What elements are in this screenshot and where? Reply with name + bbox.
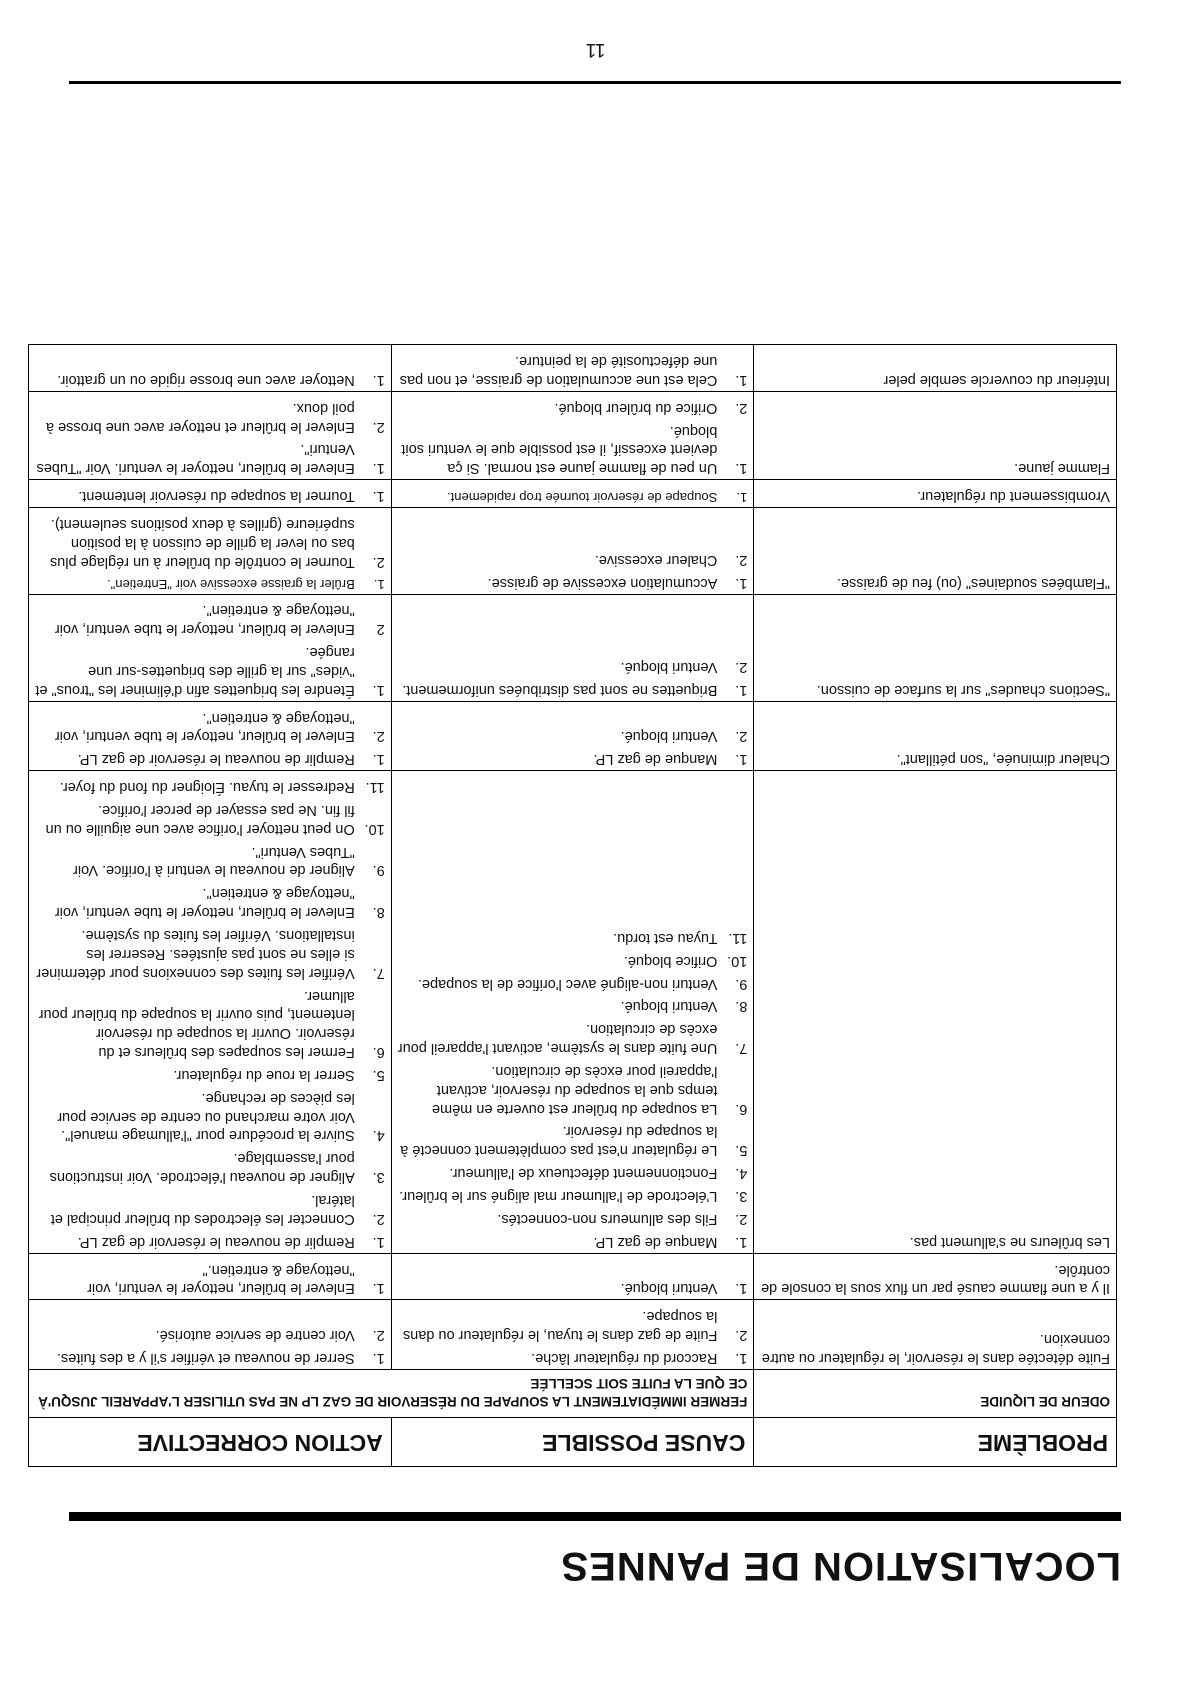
warning-text: FERMER IMMÉDIATEMENT LA SOUPAPE DU RÉSERVOIR DE GAZ LP NE PAS UTILISER L'APPAREIL JUSQU'À CE QUE LA FUITE SOIT SCELLÉE xyxy=(29,1369,754,1417)
list-item xyxy=(35,486,385,505)
item-text: Fils des allumeurs non-connectés. xyxy=(497,1210,718,1227)
item-text: Aligner de nouveau l'électrode. Voir instructions pour l'assemblage. xyxy=(49,1150,355,1186)
problem-cell: "Sections chaudes" sur la surface de cuisson. xyxy=(754,594,1117,701)
cause-list xyxy=(398,1306,748,1367)
list-item xyxy=(35,398,385,436)
cause-list xyxy=(398,1279,748,1298)
list-item xyxy=(35,1260,385,1298)
item-text: Nettoyer avec une brosse rigide ou un grattoir. xyxy=(57,371,355,388)
item-text: Orifice bloqué. xyxy=(623,952,718,969)
item-number: 1. xyxy=(735,1349,748,1366)
item-number: 8. xyxy=(372,904,385,921)
list-item xyxy=(35,1325,385,1344)
list-item xyxy=(398,951,748,970)
list-item xyxy=(398,550,748,569)
item-number: 1. xyxy=(372,1233,385,1250)
list-item xyxy=(398,727,748,746)
list-item xyxy=(398,1122,748,1160)
item-text: Fuite de gaz dans le tuyau, le régulateur ou dans la soupape. xyxy=(402,1308,718,1344)
item-text: L'électrode de l'allumeur mal aligné sur le brûleur. xyxy=(399,1188,718,1204)
list-item xyxy=(398,1306,748,1344)
item-text: Manque de gaz LP. xyxy=(593,751,718,768)
list-item xyxy=(35,1348,385,1367)
item-text: Tourner le contrôle du brûleur à un réglage plus bas ou lever la grille de cuisson à la position supérieure (grilles à deux positions seulement). xyxy=(49,515,355,570)
action-list xyxy=(35,514,385,591)
action-cell xyxy=(29,701,392,771)
cause-cell xyxy=(391,1253,754,1300)
list-item xyxy=(35,800,385,838)
page-number: 11 xyxy=(585,39,606,60)
item-number: 1. xyxy=(736,490,748,506)
list-item xyxy=(35,749,385,768)
list-item xyxy=(398,421,748,478)
list-item xyxy=(35,842,385,880)
cause-cell xyxy=(391,345,754,392)
item-text: Enlever le brûleur, nettoyer le tube venturi, voir "nettoyage & entretien". xyxy=(54,602,355,638)
table-header-row xyxy=(29,1418,1117,1467)
troubleshooting-table xyxy=(28,344,1117,1467)
problem-cell: Fuite détectée dans le réservoir, le régulateur ou autre connexion. xyxy=(754,1300,1117,1370)
item-number: 1. xyxy=(735,1233,748,1250)
list-item xyxy=(35,1065,385,1084)
item-number: 1. xyxy=(373,576,385,592)
item-number: 4. xyxy=(735,1165,748,1182)
item-number: 1. xyxy=(735,574,748,591)
warning-row xyxy=(29,1369,1117,1417)
item-text: Serrer de nouveau et vérifier s'il y a des fuites. xyxy=(56,1349,355,1366)
item-text: Accumulation excessive de graisse. xyxy=(487,574,718,591)
item-text: Fonctionnement défectueux de l'allumeur. xyxy=(449,1165,718,1182)
item-number: 2. xyxy=(372,1210,385,1227)
item-number: 1. xyxy=(372,1349,385,1366)
item-text: Venturi bloqué. xyxy=(620,1280,718,1297)
item-text: Vérifier les fuites des connexions pour déterminer si elles ne sont pas ajustées. Reserrer les installations. Vérifier les fuites du système. xyxy=(36,927,355,981)
list-item xyxy=(35,1148,385,1186)
list-item xyxy=(35,1088,385,1145)
item-text: Fermer les soupapes des brûleurs et du réservoir. Ouvrir la soupape du réservoir lentement, puis ouvrir la soupape du brûleur pour allumer. xyxy=(38,987,355,1061)
header-cause: CAUSE POSSIBLE xyxy=(391,1418,754,1467)
item-number: 2. xyxy=(372,728,385,745)
problem-cell: Intérieur du couvercle semble peler xyxy=(754,345,1117,392)
table-row xyxy=(29,480,1117,508)
list-item xyxy=(398,488,748,505)
list-item xyxy=(398,351,748,389)
action-cell xyxy=(29,508,392,594)
header-action: ACTION CORRECTIVE xyxy=(29,1418,392,1467)
action-cell xyxy=(29,345,392,392)
item-number: 2. xyxy=(735,399,748,416)
table-row xyxy=(29,701,1117,771)
item-number: 1. xyxy=(372,371,385,388)
action-cell xyxy=(29,1253,392,1300)
list-item xyxy=(398,749,748,768)
action-list xyxy=(35,1260,385,1298)
item-text: Une fuite dans le système, activant l'appareil pour excès de circulation. xyxy=(397,1021,718,1057)
problem-cell: Flamme jaune. xyxy=(754,391,1117,479)
list-item xyxy=(35,986,385,1061)
item-text: On peut nettoyer l'orifice avec une aiguille ou un fil fin. Ne pas essayer de percer l'orifice. xyxy=(45,801,355,837)
footer-divider xyxy=(69,81,1121,84)
table-row xyxy=(29,508,1117,594)
item-number: 6. xyxy=(372,1044,385,1061)
item-text: Briquettes ne sont pas distribuées uniformement. xyxy=(402,681,718,698)
cause-cell xyxy=(391,508,754,594)
list-item xyxy=(35,777,385,796)
item-number: 2. xyxy=(735,658,748,675)
list-item xyxy=(398,997,748,1016)
action-list xyxy=(35,370,385,389)
action-cell xyxy=(29,594,392,701)
page-title: LOCALISATION DE PANNES xyxy=(560,1544,1121,1588)
item-number: 9. xyxy=(735,975,748,992)
item-text: Manque de gaz LP. xyxy=(593,1233,718,1250)
warning-problem: ODEUR DE LIQUIDE xyxy=(754,1369,1117,1417)
item-number: 2. xyxy=(372,418,385,435)
list-item xyxy=(398,398,748,417)
list-item xyxy=(398,573,748,592)
item-number: 1. xyxy=(735,460,748,477)
item-text: Aligner de nouveau le venturi à l'orifice. Voir "Tubes Venturi". xyxy=(73,843,355,879)
item-number: 1. xyxy=(372,681,385,698)
item-number: 5. xyxy=(735,1142,748,1159)
item-text: Enlever le brûleur, nettoyer le venturi. Voir "Tubes Venturi". xyxy=(36,441,355,477)
item-text: Connecter les électrodes du brûleur principal et latéral. xyxy=(50,1192,355,1227)
table-row xyxy=(29,391,1117,479)
problem-cell: Les brûleurs ne s'allument pas. xyxy=(754,771,1117,1253)
item-number: 2. xyxy=(372,553,385,570)
action-list xyxy=(35,601,385,699)
cause-cell xyxy=(391,1300,754,1370)
action-list xyxy=(35,398,385,477)
list-item xyxy=(398,1019,748,1057)
problem-cell: "Flambées soudaines" (ou) feu de graisse. xyxy=(754,508,1117,594)
item-text: Suivre la procédure pour "l'allumage manuel". Voir votre marchand ou centre de service pour les pièces de rechange. xyxy=(57,1089,355,1144)
item-text: Chaleur excessive. xyxy=(594,551,718,568)
item-text: Remplir de nouveau le réservoir de gaz LP. xyxy=(77,1233,355,1250)
item-text: Un peu de flamme jaune est normal. Si ça devient excessif, il est possible que le venturi soit bloqué. xyxy=(401,422,718,477)
table-row xyxy=(29,1300,1117,1370)
list-item xyxy=(35,514,385,571)
item-text: Le régulateur n'est pas complètement connecté à la soupape du réservoir. xyxy=(400,1123,718,1159)
action-list xyxy=(35,1325,385,1367)
list-item xyxy=(398,974,748,993)
item-number: 1. xyxy=(372,460,385,477)
item-text: Enlever le brûleur, nettoyer le tube venturi, voir "nettoyage & entretien". xyxy=(54,709,355,745)
item-text: Tourner la soupape du réservoir lentement. xyxy=(78,488,355,505)
cause-cell xyxy=(391,391,754,479)
item-number: 9. xyxy=(372,862,385,879)
action-cell xyxy=(29,1300,392,1370)
list-item xyxy=(35,575,385,592)
item-number: 3. xyxy=(372,1169,385,1186)
list-item xyxy=(35,1190,385,1228)
item-number: 2. xyxy=(735,728,748,745)
cause-list xyxy=(398,727,748,769)
cause-cell xyxy=(391,480,754,508)
item-number: 1. xyxy=(372,1280,385,1297)
item-text: Venturi bloqué. xyxy=(620,728,718,745)
item-number: 1. xyxy=(735,751,748,768)
list-item xyxy=(35,440,385,478)
problem-cell: Vrombissement du régulateur. xyxy=(754,480,1117,508)
item-number: 1. xyxy=(735,681,748,698)
item-number: 10. xyxy=(727,952,748,969)
item-text: Enlever le brûleur et nettoyer avec une brosse à poil doux. xyxy=(45,399,355,435)
table-row xyxy=(29,1253,1117,1300)
list-item xyxy=(35,370,385,389)
item-text: Cela est une accumulation de graisse, et non pas une défectuosité de la peinture. xyxy=(399,353,718,388)
table-row xyxy=(29,345,1117,392)
item-text: Orifice du brûleur bloqué. xyxy=(554,399,718,416)
item-number: 2. xyxy=(735,1210,748,1227)
item-number: 2. xyxy=(735,1327,748,1344)
item-text: Venturi bloqué. xyxy=(620,658,718,675)
list-item xyxy=(398,1186,748,1205)
item-text: La soupape du brûleur est ouverte en même temps que la soupape du réservoir, activant l'appareil pour excès de circulation. xyxy=(431,1062,718,1117)
problem-cell: Chaleur diminuée, "son pétillant". xyxy=(754,701,1117,771)
action-list xyxy=(35,486,385,505)
cause-list xyxy=(398,488,748,505)
item-text: Redresser le tuyau. Éloigner du fond du foyer. xyxy=(59,779,355,796)
item-number: 2 xyxy=(376,621,385,638)
cause-cell xyxy=(391,701,754,771)
action-list xyxy=(35,708,385,769)
item-text: Soupape de réservoir tournée trop rapidement. xyxy=(447,490,718,506)
cause-cell xyxy=(391,771,754,1253)
cause-list xyxy=(398,351,748,389)
table-row xyxy=(29,594,1117,701)
list-item xyxy=(398,1061,748,1118)
item-number: 1. xyxy=(372,751,385,768)
list-item xyxy=(398,657,748,676)
item-number: 2. xyxy=(372,1327,385,1344)
cause-list xyxy=(398,928,748,1251)
list-item xyxy=(35,1232,385,1251)
problem-cell: Il y a une flamme causé par un flux sous la console de contrôle. xyxy=(754,1253,1117,1300)
list-item xyxy=(35,642,385,699)
item-number: 6. xyxy=(735,1100,748,1117)
table-row xyxy=(29,771,1117,1253)
item-text: Étendre les briquettes afin d'éliminer les "trous" et "vides" sur la grille des briquettes-sur une rangée. xyxy=(35,644,355,698)
list-item xyxy=(398,680,748,699)
item-text: Serrer la roue du régulateur. xyxy=(173,1066,355,1083)
item-number: 4. xyxy=(372,1127,385,1144)
item-number: 1. xyxy=(372,488,385,505)
item-number: 2. xyxy=(735,551,748,568)
cause-cell xyxy=(391,594,754,701)
cause-list xyxy=(398,657,748,699)
action-cell xyxy=(29,391,392,479)
item-text: Venturi bloqué. xyxy=(620,998,718,1015)
header-problem: PROBLÈME xyxy=(754,1418,1117,1467)
item-number: 1. xyxy=(735,371,748,388)
item-text: Raccord du régulateur lâche. xyxy=(531,1349,718,1366)
item-number: 7. xyxy=(735,1040,748,1057)
item-text: Voir centre de service autorisé. xyxy=(155,1327,355,1344)
item-number: 7. xyxy=(372,964,385,981)
item-number: 5. xyxy=(372,1066,385,1083)
list-item xyxy=(398,1279,748,1298)
action-cell xyxy=(29,480,392,508)
list-item xyxy=(398,928,748,947)
list-item xyxy=(35,601,385,639)
item-number: 8. xyxy=(735,998,748,1015)
item-number: 3. xyxy=(735,1188,748,1204)
item-text: Tuyau est tordu. xyxy=(613,929,718,946)
list-item xyxy=(35,708,385,746)
item-number: 10. xyxy=(364,820,385,837)
list-item xyxy=(398,1163,748,1182)
list-item xyxy=(398,1348,748,1367)
cause-list xyxy=(398,398,748,477)
item-text: Enlever le brûleur, nettoyer le venturi, voir "nettoyage & entretien." xyxy=(87,1261,355,1297)
list-item xyxy=(398,1232,748,1251)
action-list xyxy=(35,777,385,1250)
item-number: 11. xyxy=(365,779,385,796)
list-item xyxy=(35,925,385,982)
list-item xyxy=(398,1209,748,1228)
list-item xyxy=(35,884,385,922)
item-text: Remplir de nouveau le réservoir de gaz LP. xyxy=(77,751,355,768)
item-number: 11. xyxy=(728,929,748,946)
action-cell xyxy=(29,771,392,1253)
item-text: Brûler la graisse excessive voir "Entretien". xyxy=(107,576,355,592)
item-text: Venturi non-aligné avec l'orifice de la soupape. xyxy=(417,975,718,992)
item-text: Enlever le brûleur, nettoyer le tube venturi, voir "nettoyage & entretien". xyxy=(54,885,355,921)
title-divider xyxy=(69,1512,1121,1521)
cause-list xyxy=(398,550,748,592)
item-number: 1. xyxy=(735,1280,748,1297)
